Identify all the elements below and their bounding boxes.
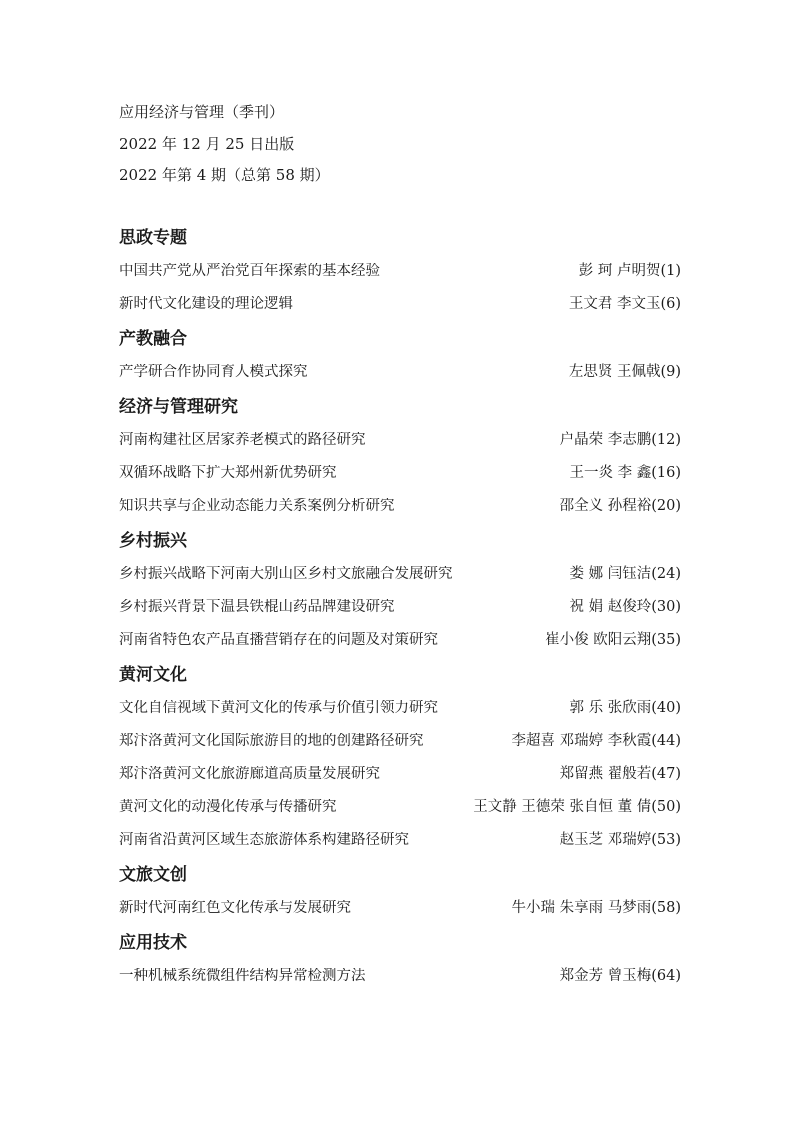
- toc-entry[interactable]: [119, 766, 681, 782]
- journal-title: 应用经济与管理（季刊）: [119, 103, 285, 121]
- article-title: 新时代文化建设的理论逻辑: [119, 296, 293, 312]
- authors-page: 邵全义 孙程裕(20): [559, 498, 681, 514]
- article-title: 河南构建社区居家养老模式的路径研究: [119, 432, 366, 448]
- article-title: 中国共产党从严治党百年探索的基本经验: [119, 263, 380, 279]
- toc-entry[interactable]: [119, 566, 681, 582]
- toc-entry[interactable]: [119, 296, 681, 312]
- authors-page: 彭 珂 卢明贺(1): [578, 263, 681, 279]
- article-title: 一种机械系统微组件结构异常检测方法: [119, 968, 366, 984]
- article-title: 河南省特色农产品直播营销存在的问题及对策研究: [119, 632, 438, 648]
- toc-entry[interactable]: [119, 733, 681, 749]
- article-title: 郑汴洛黄河文化旅游廊道高质量发展研究: [119, 766, 380, 782]
- toc-entry[interactable]: [119, 432, 681, 448]
- article-title: 黄河文化的动漫化传承与传播研究: [119, 799, 337, 815]
- toc-entry[interactable]: [119, 968, 681, 984]
- toc-entry[interactable]: [119, 799, 681, 815]
- authors-page: 郭 乐 张欣雨(40): [569, 700, 681, 716]
- article-title: 乡村振兴战略下河南大别山区乡村文旅融合发展研究: [119, 566, 453, 582]
- authors-page: 祝 娟 赵俊玲(30): [569, 599, 681, 615]
- article-title: 文化自信视域下黄河文化的传承与价值引领力研究: [119, 700, 438, 716]
- toc-entry[interactable]: [119, 632, 681, 648]
- toc-section: [119, 933, 681, 984]
- toc-section: [119, 397, 681, 514]
- section-heading: 黄河文化: [119, 665, 187, 685]
- article-title: 产学研合作协同育人模式探究: [119, 364, 308, 380]
- toc-section: [119, 228, 681, 312]
- article-title: 河南省沿黄河区域生态旅游体系构建路径研究: [119, 832, 409, 848]
- article-title: 知识共享与企业动态能力关系案例分析研究: [119, 498, 395, 514]
- section-heading: 产教融合: [119, 329, 187, 349]
- toc-entry[interactable]: [119, 700, 681, 716]
- section-heading: 乡村振兴: [119, 531, 187, 551]
- authors-page: 郑留燕 翟般若(47): [559, 766, 681, 782]
- toc-section: [119, 865, 681, 916]
- authors-page: 王一炎 李 鑫(16): [569, 465, 681, 481]
- toc-entry[interactable]: [119, 900, 681, 916]
- toc-section: [119, 531, 681, 648]
- article-title: 新时代河南红色文化传承与发展研究: [119, 900, 351, 916]
- section-heading: 经济与管理研究: [119, 397, 238, 417]
- journal-header: [119, 104, 330, 199]
- issue-number: 2022 年第 4 期（总第 58 期）: [119, 166, 330, 184]
- toc-section: [119, 665, 681, 848]
- authors-page: 王文静 王德荣 张自恒 董 倩(50): [473, 799, 681, 815]
- toc-section: [119, 329, 681, 380]
- toc-entry[interactable]: [119, 263, 681, 279]
- publish-date: 2022 年 12 月 25 日出版: [119, 134, 295, 153]
- table-of-contents: [119, 228, 681, 1001]
- article-title: 双循环战略下扩大郑州新优势研究: [119, 465, 337, 481]
- toc-entry[interactable]: [119, 498, 681, 514]
- authors-page: 李超喜 邓瑞婷 李秋霞(44): [511, 733, 681, 749]
- authors-page: 左思贤 王佩戟(9): [568, 364, 681, 380]
- authors-page: 赵玉芝 邓瑞婷(53): [559, 832, 681, 848]
- section-heading: 思政专题: [119, 228, 187, 248]
- authors-page: 娄 娜 闫钰洁(24): [569, 566, 681, 582]
- authors-page: 牛小瑞 朱享雨 马梦雨(58): [511, 900, 681, 916]
- toc-entry[interactable]: [119, 465, 681, 481]
- toc-entry[interactable]: [119, 599, 681, 615]
- authors-page: 郑金芳 曾玉梅(64): [559, 968, 681, 984]
- toc-entry[interactable]: [119, 364, 681, 380]
- article-title: 郑汴洛黄河文化国际旅游目的地的创建路径研究: [119, 733, 424, 749]
- authors-page: 户晶荣 李志鹏(12): [559, 432, 681, 448]
- section-heading: 应用技术: [119, 933, 187, 953]
- section-heading: 文旅文创: [119, 865, 187, 885]
- authors-page: 崔小俊 欧阳云翔(35): [545, 632, 681, 648]
- article-title: 乡村振兴背景下温县铁棍山药品牌建设研究: [119, 599, 395, 615]
- toc-entry[interactable]: [119, 832, 681, 848]
- authors-page: 王文君 李文玉(6): [568, 296, 681, 312]
